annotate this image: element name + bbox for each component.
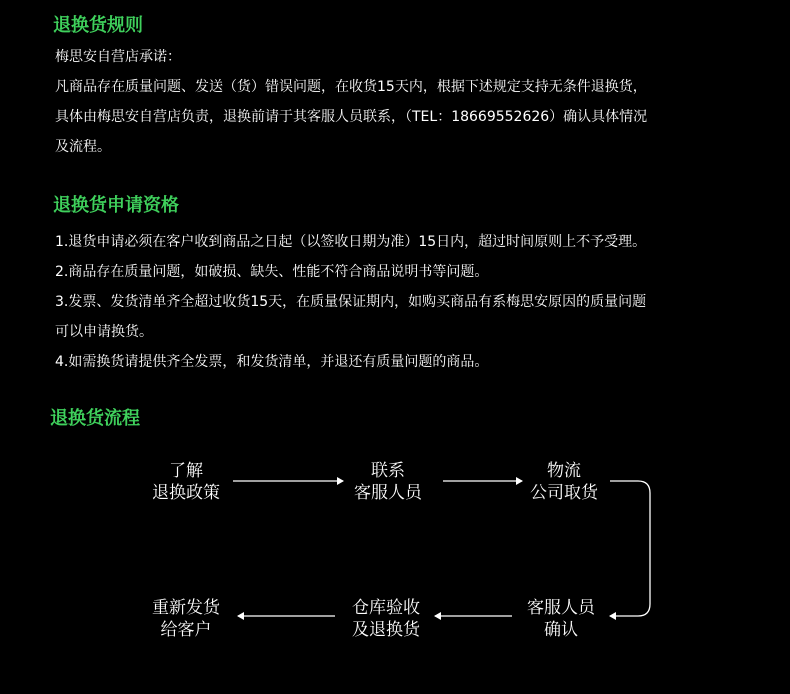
flow-step-line: 客服人员 [354,483,422,503]
eligibility-line: 2.商品存在质量问题，如破损、缺失、性能不符合商品说明书等问题。 [55,264,489,280]
rules-line: 具体由梅思安自营店负责，退换前请于其客服人员联系，（TEL：18669552626）确认具体情况 [55,109,648,125]
flow-step-line: 联系 [371,461,405,481]
rules-text [55,42,647,162]
flow-step-reship [144,597,228,641]
flow-step-line: 退换政策 [152,483,220,503]
rules-line: 梅思安自营店承诺： [55,49,181,65]
flow-step-line: 客服人员 [527,598,595,618]
process-title: 退换货流程 [50,408,140,429]
eligibility-line: 可以申请换货。 [55,324,153,340]
rules-title: 退换货规则 [53,15,143,36]
flow-step-warehouse-inspection [344,597,428,641]
flow-step-understand-policy [146,460,226,504]
eligibility-title: 退换货申请资格 [53,195,179,216]
eligibility-line: 3.发票、发货清单齐全超过收货15天，在质量保证期内，如购买商品有系梅思安原因的质量问题 [55,294,647,310]
flow-step-service-confirm [519,597,603,641]
flow-step-line: 重新发货 [152,598,220,618]
flow-step-logistics-pickup [524,460,604,504]
flow-step-contact-service [348,460,428,504]
flow-step-line: 了解 [169,461,203,481]
rules-line: 及流程。 [55,139,111,155]
eligibility-line: 1.退货申请必须在客户收到商品之日起（以签收日期为准）15日内，超过时间原则上不予受理。 [55,234,647,250]
eligibility-line: 4.如需换货请提供齐全发票，和发货清单，并退还有质量问题的商品。 [55,354,489,370]
flow-step-line: 及退换货 [352,620,420,640]
flow-step-line: 物流 [547,461,581,481]
rules-line: 凡商品存在质量问题、发送（货）错误问题，在收货15天内，根据下述规定支持无条件退换货， [55,79,647,95]
flow-step-line: 公司取货 [530,483,598,503]
flow-step-line: 确认 [544,620,578,640]
flow-step-line: 给客户 [160,620,212,640]
arrow-step3-to-step4 [610,481,650,616]
eligibility-text [55,227,646,377]
flow-step-line: 仓库验收 [352,598,420,618]
process-flowchart [0,440,790,694]
